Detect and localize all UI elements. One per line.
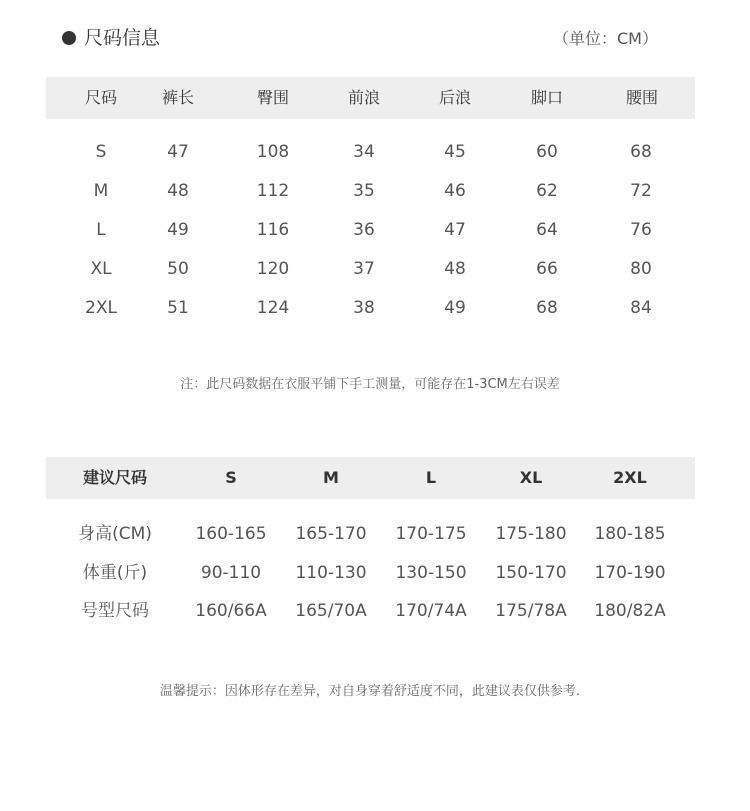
- table-cell: 165-170: [295, 524, 367, 544]
- table-cell: 68: [630, 142, 652, 162]
- table-cell: 130-150: [395, 563, 467, 583]
- table-cell: 170-175: [395, 524, 467, 544]
- table-cell: 150-170: [495, 563, 567, 583]
- header-size-xl: XL: [519, 468, 543, 487]
- table-cell: L: [96, 220, 106, 240]
- table-cell: 165/70A: [295, 601, 367, 621]
- table-row: [0, 138, 750, 166]
- table-cell: 72: [630, 181, 652, 201]
- table-cell: 46: [444, 181, 466, 201]
- table-cell: XL: [90, 259, 112, 279]
- table-row: [0, 520, 750, 548]
- table-cell: 160/66A: [195, 601, 267, 621]
- measurement-note: 注：此尺码数据在衣服平铺下手工测量，可能存在1-3CM左右误差: [180, 377, 560, 392]
- unit-label: （单位：CM）: [553, 29, 658, 48]
- header-back-rise: 后浪: [438, 88, 472, 107]
- table-cell: 60: [536, 142, 558, 162]
- table-row: [0, 559, 750, 587]
- bullet-icon: [62, 31, 76, 45]
- row-label: 体重(斤): [82, 563, 148, 583]
- table-cell: 49: [167, 220, 189, 240]
- row-label: 号型尺码: [81, 601, 149, 621]
- row-label: 身高(CM): [78, 524, 152, 544]
- header-front-rise: 前浪: [347, 88, 381, 107]
- table-row: [0, 294, 750, 322]
- table-cell: 49: [444, 298, 466, 318]
- table-cell: M: [93, 181, 109, 201]
- header-size-m: M: [323, 468, 339, 487]
- table-cell: 80: [630, 259, 652, 279]
- table-cell: 175-180: [495, 524, 567, 544]
- table-cell: 66: [536, 259, 558, 279]
- table-cell: S: [95, 142, 107, 162]
- table-cell: 68: [536, 298, 558, 318]
- table-cell: 160-165: [195, 524, 267, 544]
- table-cell: 45: [444, 142, 466, 162]
- table-cell: 116: [256, 220, 290, 240]
- recommend-table-header: [46, 457, 695, 499]
- table-cell: 108: [256, 142, 290, 162]
- size-table-header: [46, 77, 695, 119]
- header-size-l: L: [425, 468, 437, 487]
- header-size-2xl: 2XL: [613, 468, 647, 487]
- table-cell: 180/82A: [594, 601, 666, 621]
- table-cell: 47: [444, 220, 466, 240]
- table-cell: 112: [256, 181, 290, 201]
- table-cell: 37: [353, 259, 375, 279]
- table-cell: 36: [353, 220, 375, 240]
- table-cell: 38: [353, 298, 375, 318]
- table-cell: 124: [256, 298, 290, 318]
- table-cell: 64: [536, 220, 558, 240]
- table-row: [0, 177, 750, 205]
- header-leg-opening: 脚口: [530, 88, 564, 107]
- table-cell: 180-185: [594, 524, 666, 544]
- table-row: [0, 597, 750, 625]
- table-cell: 120: [256, 259, 290, 279]
- table-cell: 48: [167, 181, 189, 201]
- header-recommended-size: 建议尺码: [82, 468, 148, 487]
- table-cell: 175/78A: [495, 601, 567, 621]
- table-cell: 170-190: [594, 563, 666, 583]
- table-cell: 35: [353, 181, 375, 201]
- table-cell: 110-130: [295, 563, 367, 583]
- table-cell: 51: [167, 298, 189, 318]
- header-size: 尺码: [84, 88, 118, 107]
- table-cell: 170/74A: [395, 601, 467, 621]
- header-size-s: S: [225, 468, 237, 487]
- table-row: [0, 216, 750, 244]
- table-cell: 47: [167, 142, 189, 162]
- header-waist: 腰围: [625, 88, 659, 107]
- table-cell: 2XL: [85, 298, 117, 318]
- header-hip: 臀围: [256, 88, 290, 107]
- table-cell: 84: [630, 298, 652, 318]
- tip-note: 温馨提示：因体形存在差异，对自身穿着舒适度不同，此建议表仅供参考.: [159, 684, 581, 699]
- table-cell: 90-110: [200, 563, 262, 583]
- table-cell: 76: [630, 220, 652, 240]
- table-cell: 34: [353, 142, 375, 162]
- section-title: 尺码信息: [84, 27, 161, 49]
- table-cell: 48: [444, 259, 466, 279]
- table-cell: 62: [536, 181, 558, 201]
- header-length: 裤长: [161, 88, 195, 107]
- table-cell: 50: [167, 259, 189, 279]
- table-row: [0, 255, 750, 283]
